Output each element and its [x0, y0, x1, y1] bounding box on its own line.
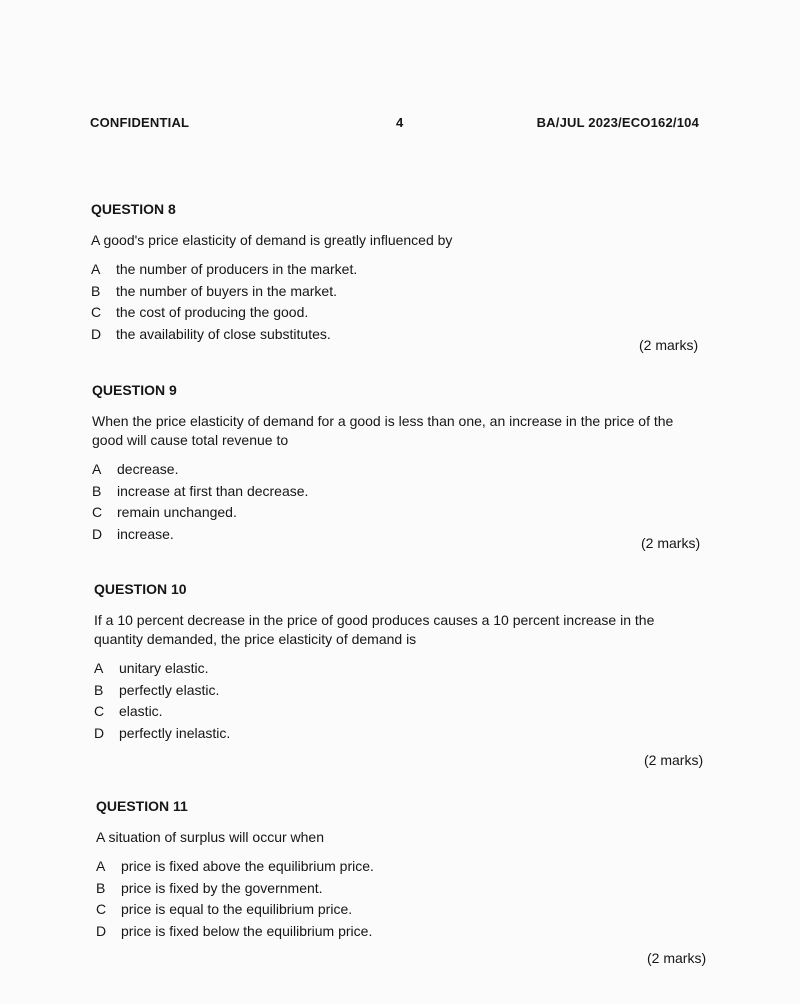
option-list	[96, 856, 696, 942]
confidential-label: CONFIDENTIAL	[90, 115, 190, 130]
option-d	[96, 921, 696, 943]
option-c	[91, 302, 691, 324]
option-b	[96, 878, 696, 900]
option-text: unitary elastic.	[119, 660, 209, 676]
option-list	[91, 259, 691, 345]
option-text: price is fixed below the equilibrium price.	[121, 922, 373, 939]
option-d	[91, 324, 691, 346]
question-9	[92, 382, 692, 545]
option-letter: A	[92, 461, 102, 477]
option-letter: B	[91, 282, 101, 299]
option-letter: A	[94, 660, 104, 676]
option-c	[94, 701, 694, 723]
option-text: decrease.	[117, 461, 179, 477]
option-letter: A	[96, 858, 106, 874]
option-c	[92, 502, 692, 524]
marks-label: (2 marks)	[647, 950, 707, 966]
option-letter: D	[91, 325, 102, 342]
option-letter: D	[92, 525, 103, 542]
option-d	[92, 524, 692, 546]
question-title: QUESTION 9	[92, 382, 177, 398]
option-letter: B	[96, 879, 106, 896]
option-letter: C	[91, 304, 102, 320]
option-text: the number of buyers in the market.	[116, 282, 337, 299]
option-letter: A	[91, 261, 101, 277]
option-text: increase at first than decrease.	[117, 482, 309, 499]
option-b	[91, 281, 691, 303]
option-d	[94, 723, 694, 745]
question-title: QUESTION 10	[94, 581, 187, 597]
marks-label: (2 marks)	[639, 337, 699, 353]
question-stem: A situation of surplus will occur when	[96, 829, 324, 845]
question-stem: If a 10 percent decrease in the price of good produces causes a 10 percent increase in the quantity demanded, the price elasticity of demand is	[94, 612, 655, 647]
option-letter: D	[96, 922, 107, 939]
option-text: price is fixed above the equilibrium price.	[121, 858, 374, 874]
option-a	[96, 856, 696, 878]
question-title: QUESTION 8	[91, 201, 176, 217]
option-b	[94, 680, 694, 702]
option-text: perfectly inelastic.	[119, 724, 231, 741]
option-letter: B	[94, 681, 104, 698]
option-text: remain unchanged.	[117, 504, 237, 520]
option-letter: D	[94, 724, 105, 741]
question-8	[91, 201, 691, 345]
marks-label: (2 marks)	[644, 752, 704, 768]
option-text: perfectly elastic.	[119, 681, 220, 698]
option-letter: B	[92, 482, 102, 499]
option-text: the cost of producing the good.	[116, 304, 309, 320]
option-letter: C	[94, 703, 105, 719]
marks-label: (2 marks)	[641, 535, 701, 551]
question-stem: A good's price elasticity of demand is greatly influenced by	[91, 232, 453, 248]
option-text: the number of producers in the market.	[116, 261, 358, 277]
page-number: 4	[396, 115, 404, 130]
question-11	[96, 798, 696, 942]
option-a	[91, 259, 691, 281]
option-text: price is equal to the equilibrium price.	[121, 901, 353, 917]
paper-code: BA/JUL 2023/ECO162/104	[536, 115, 699, 130]
option-a	[92, 459, 692, 481]
option-a	[94, 658, 694, 680]
question-stem: When the price elasticity of demand for a good is less than one, an increase in the price of the good will cause total revenue to	[92, 413, 674, 448]
option-letter: C	[96, 901, 107, 917]
option-letter: C	[92, 504, 103, 520]
option-text: elastic.	[119, 703, 163, 719]
option-b	[92, 481, 692, 503]
option-list	[92, 459, 692, 545]
question-title: QUESTION 11	[96, 798, 188, 814]
question-10	[94, 581, 694, 744]
option-text: the availability of close substitutes.	[116, 325, 331, 342]
option-c	[96, 899, 696, 921]
option-text: price is fixed by the government.	[121, 879, 323, 896]
option-list	[94, 658, 694, 744]
option-text: increase.	[117, 525, 174, 542]
